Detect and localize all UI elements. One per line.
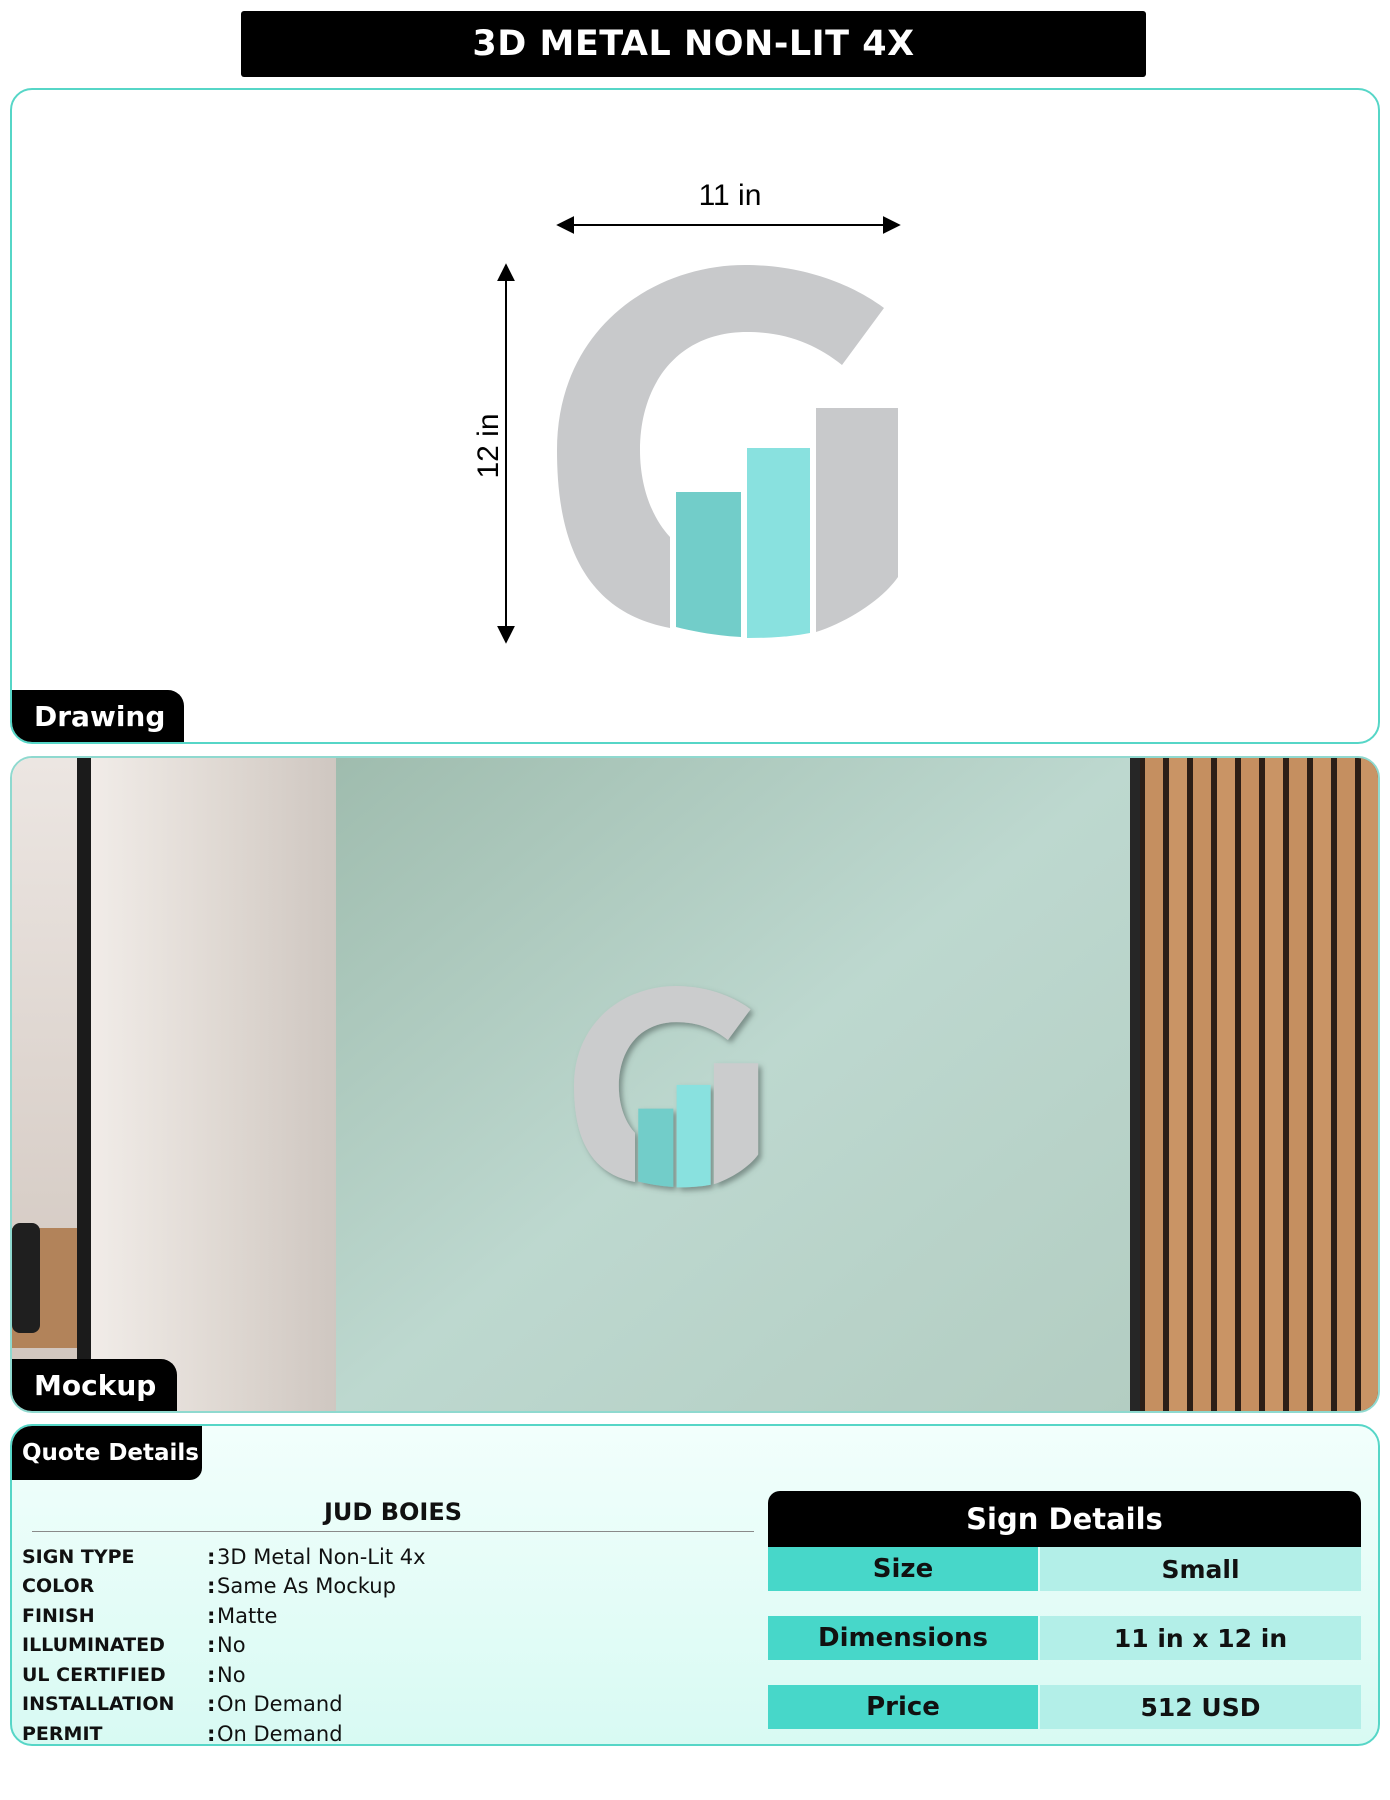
client-name: JUD BOIES: [324, 1498, 462, 1526]
quote-details-tab: Quote Details: [12, 1426, 202, 1480]
logo-right-bar: [816, 408, 898, 632]
drawing-panel: [10, 88, 1380, 744]
sign-details-title: Sign Details: [768, 1491, 1361, 1547]
sign-detail-value: 11 in x 12 in: [1040, 1616, 1361, 1660]
drawing-canvas: [12, 90, 1378, 742]
page-title: 3D METAL NON-LIT 4X: [241, 11, 1146, 77]
spec-row-finish: [22, 1601, 426, 1631]
sign-detail-row-dimensions: [768, 1616, 1361, 1660]
spec-colon: :: [207, 1692, 216, 1717]
spec-colon: :: [207, 1574, 216, 1599]
chair: [12, 1223, 40, 1333]
mockup-panel: [10, 756, 1380, 1413]
spec-row-permit: [22, 1719, 426, 1746]
sign-detail-value: Small: [1040, 1547, 1361, 1591]
spec-row-illuminated: [22, 1631, 426, 1661]
spec-value: Matte: [217, 1603, 278, 1628]
spec-key: ILLUMINATED: [22, 1634, 165, 1657]
spec-key: UL CERTIFIED: [22, 1663, 166, 1686]
sign-detail-value: 512 USD: [1040, 1685, 1361, 1729]
g-logo-drawing: [557, 265, 898, 638]
spec-row-sign-type: [22, 1542, 426, 1572]
door-frame: [77, 758, 91, 1411]
client-divider: [32, 1531, 754, 1532]
spec-row-ul-certified: [22, 1660, 426, 1690]
sign-details-table: [768, 1491, 1361, 1729]
logo-bar-medium: [747, 448, 810, 638]
sign-detail-row-price: [768, 1685, 1361, 1729]
width-dimension-label: 11 in: [698, 179, 762, 212]
spec-key: PERMIT: [22, 1722, 103, 1745]
sign-detail-key: Dimensions: [768, 1616, 1038, 1660]
spec-value: On Demand: [217, 1721, 343, 1746]
spec-value: 3D Metal Non-Lit 4x: [217, 1544, 426, 1569]
sign-detail-key: Price: [768, 1685, 1038, 1729]
spec-colon: :: [207, 1633, 216, 1658]
spec-colon: :: [207, 1603, 216, 1628]
drawing-tab: Drawing: [12, 690, 184, 742]
wood-slat-panel: [1140, 758, 1378, 1411]
spec-value: No: [217, 1662, 246, 1687]
sign-detail-row-size: [768, 1547, 1361, 1591]
spec-value: No: [217, 1633, 246, 1658]
wall-pillar: [91, 758, 336, 1411]
spec-key: COLOR: [22, 1575, 95, 1598]
spec-key: SIGN TYPE: [22, 1545, 135, 1568]
height-dimension-label: 12 in: [472, 413, 505, 479]
spec-row-color: [22, 1572, 426, 1602]
spec-value: Same As Mockup: [217, 1574, 396, 1599]
mockup-scene: [12, 758, 1378, 1411]
spec-list: [22, 1542, 426, 1746]
spec-colon: :: [207, 1544, 216, 1569]
sign-detail-key: Size: [768, 1547, 1038, 1591]
spec-colon: :: [207, 1662, 216, 1687]
quote-details-panel: [10, 1424, 1380, 1746]
spec-key: FINISH: [22, 1604, 95, 1627]
wall-edge: [1130, 758, 1140, 1411]
spec-value: On Demand: [217, 1692, 343, 1717]
spec-row-installation: [22, 1690, 426, 1720]
mockup-tab: Mockup: [12, 1359, 177, 1411]
spec-colon: :: [207, 1721, 216, 1746]
logo-bar-short: [676, 492, 741, 637]
spec-key: INSTALLATION: [22, 1693, 175, 1716]
